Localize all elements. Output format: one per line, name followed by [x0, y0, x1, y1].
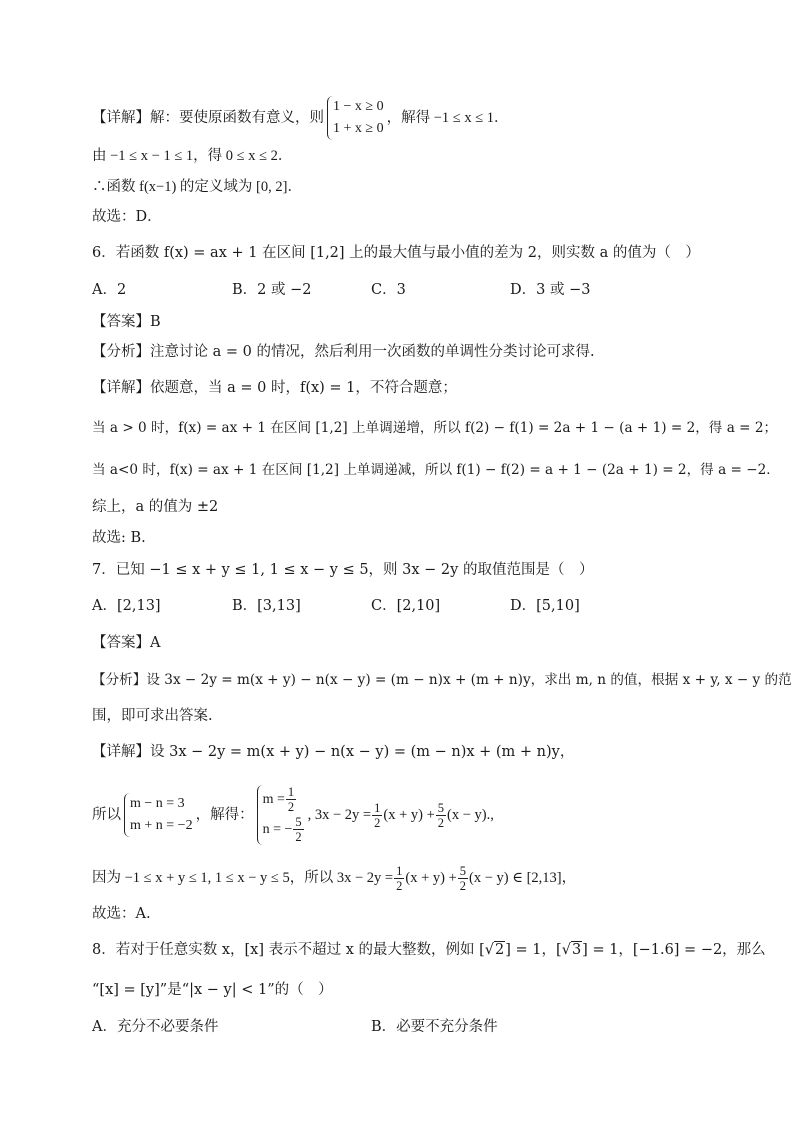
q7-m-num: 1: [287, 785, 295, 800]
q7-detail-3-post: (x − y) ∈ [2,13]，: [469, 870, 577, 886]
q6-conclusion: 综上，a 的值为 ±2: [92, 499, 219, 515]
q6-option-a: A．2: [92, 282, 127, 298]
q6-stem: 6．若函数 f(x) = ax + 1 在区间 [1,2] 上的最大值与最小值的差为 2，则实数 a 的值为（ ）: [92, 245, 700, 261]
q7-detail-2-prefix: 所以: [92, 807, 121, 823]
q7-d3-five-den: 2: [459, 878, 466, 893]
q8-option-a: A．充分不必要条件: [92, 1019, 219, 1035]
q5-system-row-1: 1 − x ≥ 0: [333, 99, 384, 114]
q6-analysis: 【分析】注意讨论 a = 0 的情况，然后利用一次函数的单调性分类讨论可求得.: [92, 344, 595, 360]
q5-choose-line: 故选：D．: [92, 209, 162, 225]
q7-system-row-2: m + n = −2: [130, 818, 193, 833]
q7-option-d: D．[5,10]: [510, 598, 580, 614]
q6-option-c: C．3: [371, 282, 406, 298]
q7-n-label: n = −: [262, 822, 293, 837]
q7-frac-five-den: 2: [437, 815, 444, 830]
q7-analysis-2: 围，即可求出答案.: [92, 708, 213, 724]
q7-detail-1: 【详解】设 3x − 2y = m(x + y) − n(x − y) = (m − n)x + (m + n)y，: [92, 744, 575, 760]
q6-detail-1: 【详解】依题意，当 a = 0 时，f(x) = 1，不符合题意；: [92, 380, 457, 396]
q7-solution-n: [263, 815, 305, 845]
q7-detail-3-prefix: 因为 −1 ≤ x + y ≤ 1, 1 ≤ x − y ≤ 5，所以 3x − 2y =: [92, 870, 394, 886]
q8-stem-prefix: 8．若对于任意实数 x，[x] 表示不超过 x 的最大整数，例如 [: [92, 942, 485, 958]
q7-answer: 【答案】A: [92, 635, 161, 651]
q7-option-c: C．[2,10]: [371, 598, 441, 614]
q6-option-b: B．2 或 −2: [232, 282, 312, 298]
q7-analysis-1: 【分析】设 3x − 2y = m(x + y) − n(x − y) = (m − n)x + (m + n)y，求出 m, n 的值，根据 x + y, x − y 的范: [92, 672, 792, 688]
q7-stem: 7．已知 −1 ≤ x + y ≤ 1, 1 ≤ x − y ≤ 5，则 3x − 2y 的取值范围是（ ）: [92, 562, 594, 578]
q7-frac-five-num: 5: [437, 800, 444, 815]
q6-answer: 【答案】B: [92, 314, 161, 330]
q5-detail-result: ，解得 −1 ≤ x ≤ 1．: [386, 110, 509, 126]
q8-stem-2: “[x] = [y]”是“|x − y| < 1”的（ ）: [92, 982, 333, 998]
q5-detail-prefix: 【详解】解：要使原函数有意义，则: [92, 110, 324, 126]
q7-expr-3: (x − y).,: [447, 807, 494, 823]
q7-solution-brace: [257, 785, 305, 845]
q7-frac-five: [436, 801, 446, 830]
q7-frac-half: [372, 801, 382, 830]
q6-detail-2: 当 a > 0 时，f(x) = ax + 1 在区间 [1,2] 上单调递增，所以 f(2) − f(1) = 2a + 1 − (a + 1) = 2，得 a = 2；: [92, 420, 778, 436]
q8-stem-post: ] = 1，[−1.6] = −2，那么: [582, 942, 766, 958]
q7-detail-3-mid: (x + y) +: [405, 870, 457, 886]
q7-expr-1: , 3x − 2y =: [307, 807, 372, 823]
q7-d3-half-den: 2: [396, 878, 403, 893]
q5-domain-line: ∴函数 f(x−1) 的定义域为 [0, 2]．: [92, 179, 302, 195]
q8-sqrt3-value: 3: [571, 942, 582, 958]
q7-n-fraction: [293, 815, 303, 844]
q8-stem-mid: ] = 1，[: [505, 942, 562, 958]
sqrt-icon: √: [561, 942, 571, 958]
q7-frac-half-num: 1: [374, 800, 381, 815]
q6-choose: 故选: B.: [92, 530, 146, 546]
q7-expr-2: (x + y) +: [383, 807, 435, 823]
q6-option-d: D．3 或 −3: [510, 282, 591, 298]
sqrt-icon: √: [484, 942, 495, 958]
q7-solve-label: ，解得：: [195, 807, 254, 823]
q8-option-b: B．必要不充分条件: [371, 1019, 498, 1035]
q6-detail-3: 当 a<0 时，f(x) = ax + 1 在区间 [1,2] 上单调递减，所以 f(1) − f(2) = a + 1 − (2a + 1) = 2，得 a = −2．: [92, 462, 780, 478]
q7-n-num: 5: [295, 815, 302, 830]
q7-solution-m: [263, 785, 305, 815]
q5-detail-line: [92, 96, 509, 140]
q7-system-row-1: m − n = 3: [130, 796, 185, 811]
q7-d3-half-num: 1: [396, 863, 403, 878]
q7-option-b: B．[3,13]: [232, 598, 301, 614]
q7-detail-3: [92, 860, 576, 896]
q5-system-row-2: 1 + x ≥ 0: [333, 121, 384, 136]
q7-d3-five-num: 5: [459, 863, 466, 878]
q7-m-label: m =: [262, 792, 285, 807]
q8-stem-1: [92, 940, 766, 960]
q7-detail-2: [92, 780, 494, 850]
q8-sqrt2-value: 2: [495, 942, 505, 958]
q7-n-den: 2: [295, 830, 302, 845]
q7-choose: 故选：A.: [92, 906, 151, 922]
q7-m-fraction: [286, 785, 296, 814]
q7-d3-frac-five: [458, 864, 468, 893]
q7-d3-frac-half: [394, 864, 404, 893]
q5-step-line: 由 −1 ≤ x − 1 ≤ 1，得 0 ≤ x ≤ 2．: [92, 148, 293, 164]
q5-system-brace: [327, 96, 384, 140]
q7-frac-half-den: 2: [374, 815, 381, 830]
q7-option-a: A．[2,13]: [92, 598, 161, 614]
q7-system-brace: [124, 793, 193, 837]
q7-m-den: 2: [287, 800, 295, 815]
